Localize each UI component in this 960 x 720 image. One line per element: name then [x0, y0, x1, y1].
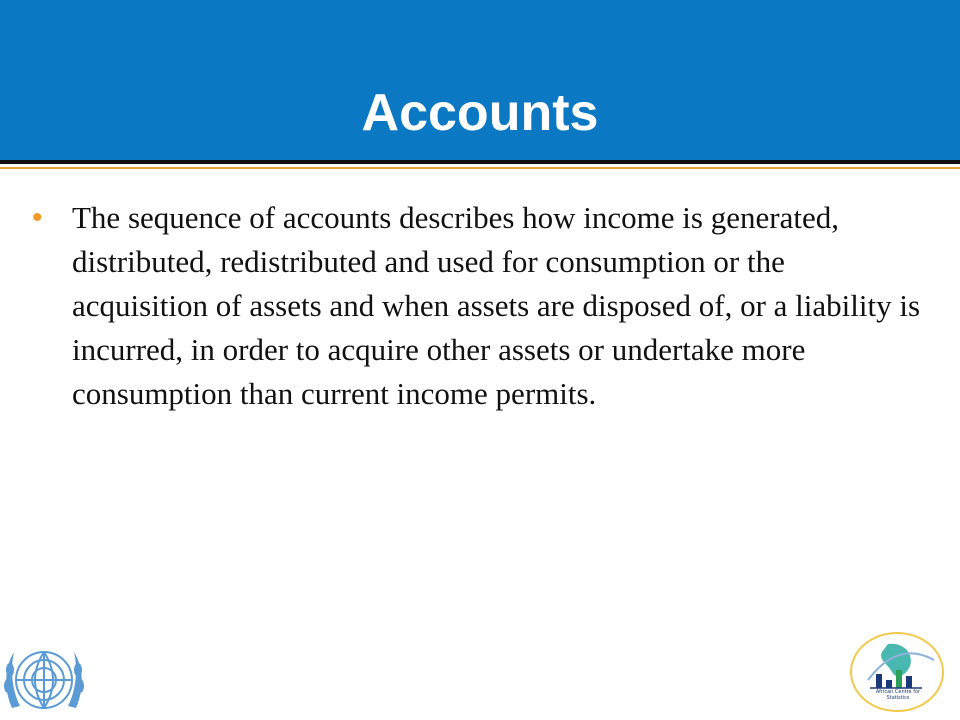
bullet-text: The sequence of accounts describes how income is generated, distributed, redistributed and used for consumption or the acquisition of assets and when assets are disposed of, or a liability is incurred, in order to acquire other assets or undertake more consumption than current income permits. — [72, 200, 921, 411]
slide-title: Accounts — [361, 84, 599, 142]
slide-body — [32, 196, 932, 416]
acs-logo-icon — [848, 630, 946, 714]
acs-logo-caption: African Centre for Statistics — [875, 689, 921, 701]
bullet-marker: • — [32, 201, 43, 234]
header-divider — [0, 160, 960, 164]
header-accent-line — [0, 167, 960, 169]
bullet-item — [32, 196, 932, 416]
un-emblem-icon — [2, 640, 86, 720]
